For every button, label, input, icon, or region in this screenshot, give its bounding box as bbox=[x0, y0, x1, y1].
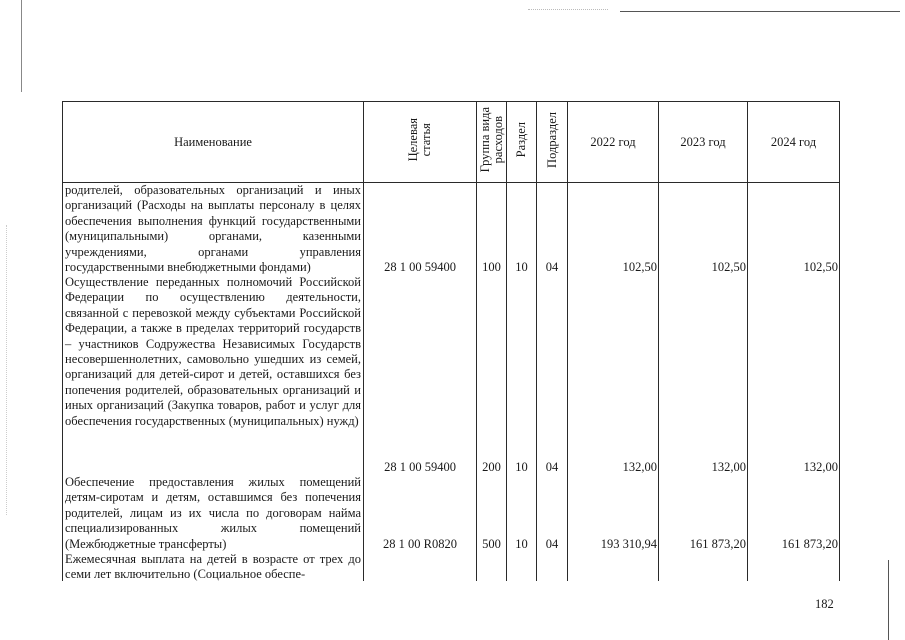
header-section bbox=[507, 102, 537, 183]
header-expense-group bbox=[477, 102, 507, 183]
cell-section: 10 bbox=[515, 537, 528, 551]
header-section-label: Раздел bbox=[514, 122, 528, 158]
table-body-row bbox=[63, 183, 840, 582]
budget-table bbox=[62, 101, 840, 581]
column-2023 bbox=[659, 183, 748, 582]
column-target-article bbox=[364, 183, 477, 582]
header-2022-label: 2022 год bbox=[590, 134, 636, 149]
cell-subsection: 04 bbox=[545, 260, 559, 274]
cell-subsection: 04 bbox=[545, 460, 559, 474]
row-name: Осуществление переданных полномочий Российской Федерации по осуществлению деятельности, связанной с перевозкой между субъектами Российской Федерации, а также в пределах территорий государств – участников Содружества Независимых Государств несовершеннолетних, самовольно ушедших из семей, организаций для детей-сирот и детей, оставшихся без попечения родителей, образовательных организаций и иных организаций (Закупка товаров, работ и услуг для обеспечения государственных (муниципальных) нужд) bbox=[65, 275, 361, 428]
cell-2024: 102,50 bbox=[803, 260, 838, 274]
column-2024 bbox=[748, 183, 840, 582]
header-2023 bbox=[659, 102, 748, 183]
cell-target-article: 28 1 00 R0820 bbox=[383, 537, 457, 551]
header-name-label: Наименование bbox=[174, 134, 252, 149]
header-expense-group-label: Группа вида расходов bbox=[477, 107, 505, 173]
cell-subsection: 04 bbox=[545, 537, 559, 551]
page-number: 182 bbox=[815, 597, 834, 611]
column-2022 bbox=[568, 183, 659, 582]
row-name: родителей, образовательных организаций и иных организаций (Расходы на выплаты персоналу в целях обеспечения выполнения функций государственными (муниципальными) органами, казенными учреждениями, органами управления государственными внебюджетными фондами) bbox=[65, 183, 361, 275]
cell-2023: 132,00 bbox=[711, 460, 746, 474]
header-2023-label: 2023 год bbox=[680, 134, 726, 149]
column-section bbox=[507, 183, 537, 582]
cell-2024: 161 873,20 bbox=[781, 537, 838, 551]
cell-2022: 102,50 bbox=[622, 260, 657, 274]
cell-expense-group: 200 bbox=[482, 460, 501, 474]
column-name bbox=[63, 183, 364, 582]
cell-2024: 132,00 bbox=[803, 460, 838, 474]
header-target-article-label: Целевая статья bbox=[406, 118, 433, 162]
cell-target-article: 28 1 00 59400 bbox=[384, 460, 456, 474]
cell-2023: 161 873,20 bbox=[689, 537, 746, 551]
header-subsection bbox=[537, 102, 568, 183]
scan-artifact-line-top bbox=[620, 11, 900, 12]
cell-expense-group: 500 bbox=[482, 537, 501, 551]
header-2022 bbox=[568, 102, 659, 183]
cell-section: 10 bbox=[515, 460, 528, 474]
cell-2022: 132,00 bbox=[622, 460, 657, 474]
row-name: Обеспечение предоставления жилых помещений детям-сиротам и детям, оставшимся без попечения родителей, лицам из их числа по договорам найма специализированных жилых помещений (Межбюджетные трансферты) bbox=[65, 475, 361, 551]
header-name bbox=[63, 102, 364, 183]
table-header-row bbox=[63, 102, 840, 183]
row-name: Ежемесячная выплата на детей в возрасте от трех до семи лет включительно (Социальное обеспе- bbox=[65, 552, 361, 582]
scan-artifact-line-right bbox=[888, 560, 889, 640]
cell-2022: 193 310,94 bbox=[600, 537, 657, 551]
header-target-article bbox=[364, 102, 477, 183]
header-subsection-label: Подраздел bbox=[544, 112, 559, 168]
cell-2023: 102,50 bbox=[711, 260, 746, 274]
cell-expense-group: 100 bbox=[482, 260, 501, 274]
header-2024 bbox=[748, 102, 840, 183]
scan-artifact-specks bbox=[6, 225, 10, 515]
cell-target-article: 28 1 00 59400 bbox=[384, 260, 456, 274]
scan-artifact-line-left bbox=[21, 0, 22, 92]
cell-section: 10 bbox=[515, 260, 528, 274]
header-2024-label: 2024 год bbox=[770, 134, 817, 149]
scan-artifact-dots bbox=[528, 9, 608, 10]
column-subsection bbox=[537, 183, 568, 582]
column-expense-group bbox=[477, 183, 507, 582]
